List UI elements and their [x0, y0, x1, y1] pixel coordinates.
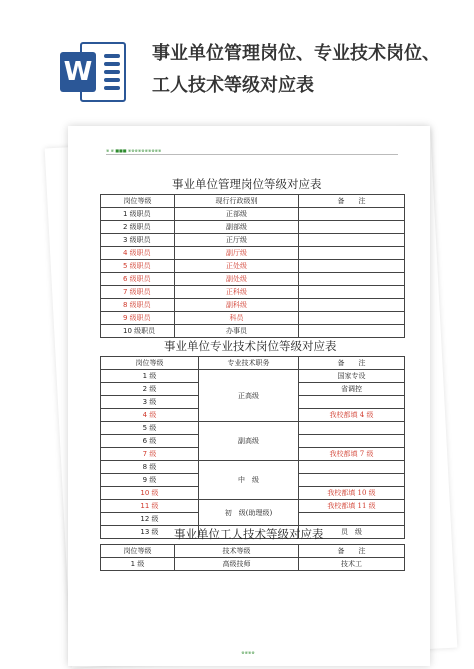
word-logo	[60, 38, 130, 106]
column-header: 专业技术职务	[199, 357, 299, 370]
position-level-cell: 11 级	[101, 500, 199, 513]
admin-rank-cell: 正厅级	[175, 234, 299, 247]
management-table-title: 事业单位管理岗位等级对应表	[172, 177, 322, 191]
note-cell: 我校都填 11 级	[299, 500, 405, 513]
note-cell	[299, 461, 405, 474]
table-row	[101, 325, 405, 338]
table-row	[101, 208, 405, 221]
professional-title-cell: 中 级	[199, 461, 299, 500]
note-cell: 员 级	[299, 526, 405, 539]
table-row	[101, 273, 405, 286]
position-level-cell: 1 级	[101, 558, 175, 571]
note-cell	[299, 299, 405, 312]
position-level-cell: 7 级	[101, 448, 199, 461]
professional-table	[100, 356, 405, 539]
table-header-row	[101, 357, 405, 370]
admin-rank-cell: 办事员	[175, 325, 299, 338]
note-cell: 我校都填 4 级	[299, 409, 405, 422]
table-header-row	[101, 545, 405, 558]
note-cell	[299, 422, 405, 435]
position-level-cell: 8 级职员	[101, 299, 175, 312]
position-level-cell: 10 级	[101, 487, 199, 500]
admin-rank-cell: 副处级	[175, 273, 299, 286]
column-header: 备 注	[299, 357, 405, 370]
note-cell	[299, 286, 405, 299]
table-row	[101, 247, 405, 260]
position-level-cell: 4 级	[101, 409, 199, 422]
table-row	[101, 299, 405, 312]
position-level-cell: 1 级	[101, 370, 199, 383]
column-header: 现行行政级别	[175, 195, 299, 208]
table-row	[101, 558, 405, 571]
note-cell	[299, 435, 405, 448]
position-level-cell: 10 级职员	[101, 325, 175, 338]
table-row	[101, 461, 405, 474]
word-icon: W	[60, 52, 96, 92]
note-cell: 技术工	[299, 558, 405, 571]
column-header: 备 注	[299, 545, 405, 558]
note-cell	[299, 208, 405, 221]
page-title: 事业单位管理岗位、专业技术岗位、工人技术等级对应表	[152, 43, 440, 96]
note-cell	[299, 396, 405, 409]
table-row	[101, 500, 405, 513]
note-cell: 国家专设	[299, 370, 405, 383]
column-header: 技术等级	[175, 545, 299, 558]
note-cell	[299, 260, 405, 273]
table-row	[101, 221, 405, 234]
management-table	[100, 194, 405, 338]
table-row	[101, 286, 405, 299]
table-header-row	[101, 195, 405, 208]
header-note: ※ ※ ■■■ ※※※※※※※※※※	[106, 148, 162, 153]
header-rule	[106, 154, 398, 155]
professional-table-title: 事业单位专业技术岗位等级对应表	[164, 339, 337, 353]
note-cell	[299, 221, 405, 234]
admin-rank-cell: 科员	[175, 312, 299, 325]
note-cell	[299, 273, 405, 286]
table-row	[101, 370, 405, 383]
note-cell	[299, 513, 405, 526]
note-cell	[299, 247, 405, 260]
position-level-cell: 13 级	[101, 526, 199, 539]
position-level-cell: 6 级职员	[101, 273, 175, 286]
column-header: 岗位等级	[101, 195, 175, 208]
admin-rank-cell: 副部级	[175, 221, 299, 234]
admin-rank-cell: 副科级	[175, 299, 299, 312]
position-level-cell: 9 级	[101, 474, 199, 487]
note-cell	[299, 312, 405, 325]
table-row	[101, 260, 405, 273]
note-cell: 我校都填 7 级	[299, 448, 405, 461]
position-level-cell: 5 级职员	[101, 260, 175, 273]
table-row	[101, 312, 405, 325]
admin-rank-cell: 正部级	[175, 208, 299, 221]
position-level-cell: 4 级职员	[101, 247, 175, 260]
position-level-cell: 3 级职员	[101, 234, 175, 247]
position-level-cell: 7 级职员	[101, 286, 175, 299]
worker-table	[100, 544, 405, 571]
footer-note: ※※※※	[241, 650, 255, 655]
professional-title-cell: 正高级	[199, 370, 299, 422]
document-page	[68, 126, 430, 666]
position-level-cell: 12 级	[101, 513, 199, 526]
column-header: 备 注	[299, 195, 405, 208]
admin-rank-cell: 正处级	[175, 260, 299, 273]
note-cell	[299, 474, 405, 487]
note-cell: 我校都填 10 级	[299, 487, 405, 500]
table-row	[101, 422, 405, 435]
position-level-cell: 5 级	[101, 422, 199, 435]
table-row	[101, 234, 405, 247]
position-level-cell: 8 级	[101, 461, 199, 474]
position-level-cell: 6 级	[101, 435, 199, 448]
technical-grade-cell: 高级技师	[175, 558, 299, 571]
professional-title-cell: 初 级(助理级)	[199, 500, 299, 526]
admin-rank-cell: 副厅级	[175, 247, 299, 260]
admin-rank-cell: 正科级	[175, 286, 299, 299]
note-cell	[299, 234, 405, 247]
position-level-cell: 1 级职员	[101, 208, 175, 221]
position-level-cell: 2 级职员	[101, 221, 175, 234]
worker-table-title: 事业单位工人技术等级对应表	[174, 527, 324, 541]
column-header: 岗位等级	[101, 545, 175, 558]
professional-title-cell: 副高级	[199, 422, 299, 461]
note-cell: 省调控	[299, 383, 405, 396]
position-level-cell: 2 级	[101, 383, 199, 396]
note-cell	[299, 325, 405, 338]
position-level-cell: 9 级职员	[101, 312, 175, 325]
position-level-cell: 3 级	[101, 396, 199, 409]
column-header: 岗位等级	[101, 357, 199, 370]
